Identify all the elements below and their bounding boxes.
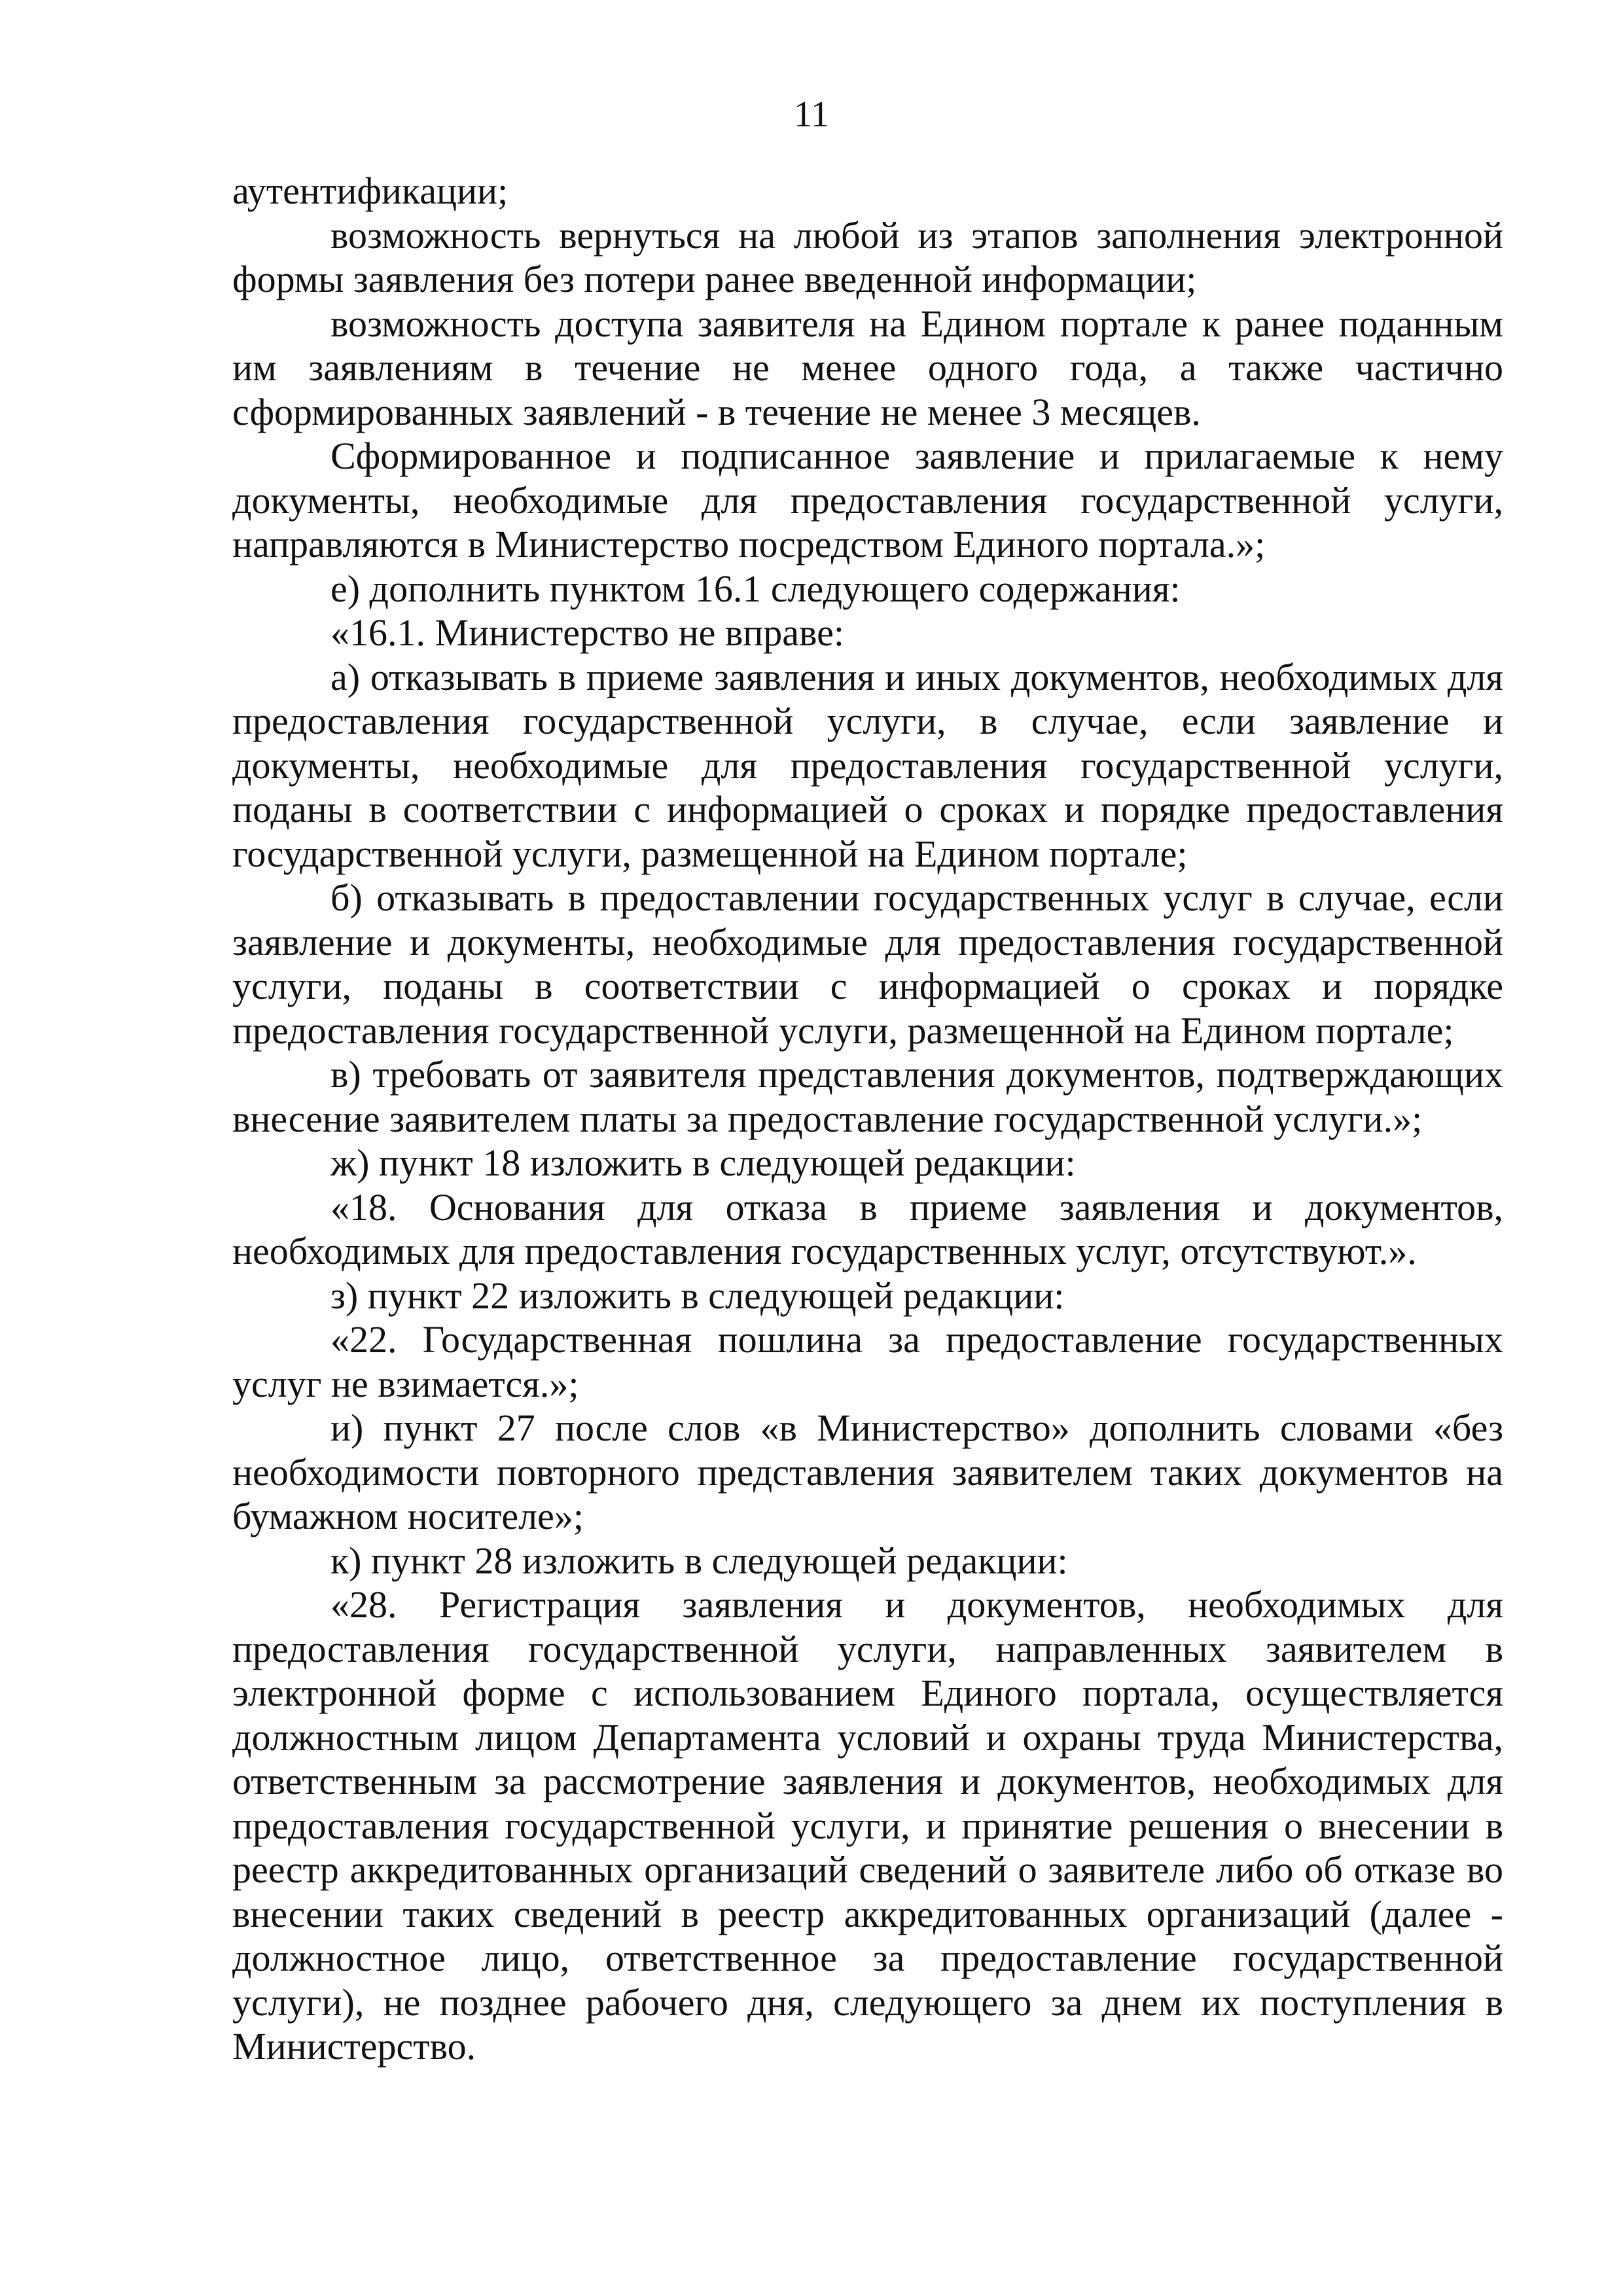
paragraph-access-to-applications: возможность доступа заявителя на Едином портале к ранее поданным им заявлениям в течение не менее одного года, а также частично сформированных заявлений - в течение не менее 3 месяцев. <box>232 302 1503 433</box>
paragraph-item-z: з) пункт 22 изложить в следующей редакции: <box>330 1274 1065 1317</box>
paragraph-item-e: е) дополнить пунктом 16.1 следующего содержания: <box>330 567 1181 610</box>
paragraph-16-1-b: б) отказывать в предоставлении государственных услуг в случае, если заявление и документы, необходимые для предоставления государственной услуги, поданы в соответствии с информацией о сроках и порядке предоставления государственной услуги, размещенной на Едином портале; <box>232 876 1503 1052</box>
paragraph-continuation: аутентификации; <box>232 170 508 212</box>
paragraph-22: «22. Государственная пошлина за предоставление государственных услуг не взимается.»; <box>232 1318 1503 1405</box>
paragraph-16-1-a: а) отказывать в приеме заявления и иных документов, необходимых для предоставления государственной услуги, в случае, если заявление и документы, необходимые для предоставления государственной услуги, поданы в соответствии с информацией о сроках и порядке предоставления государственной услуги, размещенной на Едином портале; <box>232 655 1503 875</box>
paragraph-28: «28. Регистрация заявления и документов, необходимых для предоставления государственной услуги, направленных заявителем в электронной форме с использованием Единого портала, осуществляется должностным лицом Департамента условий и охраны труда Министерства, ответственным за рассмотрение заявления и документов, необходимых для предоставления государственной услуги, и принятие решения о внесении в реестр аккредитованных организаций сведений о заявителе либо об отказе во внесении таких сведений в реестр аккредитованных организаций (далее - должностное лицо, ответственное за предоставление государственной услуги), не позднее рабочего дня, следующего за днем их поступления в Министерство. <box>232 1583 1503 2068</box>
paragraph-item-k: к) пункт 28 изложить в следующей редакции: <box>330 1539 1068 1582</box>
document-body <box>232 169 1503 2069</box>
paragraph-item-zh: ж) пункт 18 изложить в следующей редакции: <box>330 1141 1076 1184</box>
paragraph-submitted-application: Сформированное и подписанное заявление и прилагаемые к нему документы, необходимые для предоставления государственной услуги, направляются в Министерство посредством Единого портала.»; <box>232 435 1503 565</box>
paragraph-return-to-steps: возможность вернуться на любой из этапов заполнения электронной формы заявления без потери ранее введенной информации; <box>232 213 1503 300</box>
paragraph-16-1-v: в) требовать от заявителя представления документов, подтверждающих внесение заявителем платы за предоставление государственной услуги.»; <box>232 1053 1503 1140</box>
paragraph-18: «18. Основания для отказа в приеме заявления и документов, необходимых для предоставления государственных услуг, отсутствуют.». <box>232 1185 1503 1272</box>
page-number: 11 <box>794 94 829 135</box>
paragraph-16-1-header: «16.1. Министерство не вправе: <box>330 611 844 654</box>
paragraph-item-i: и) пункт 27 после слов «в Министерство» дополнить словами «без необходимости повторного представления заявителем таких документов на бумажном носителе»; <box>232 1407 1503 1537</box>
